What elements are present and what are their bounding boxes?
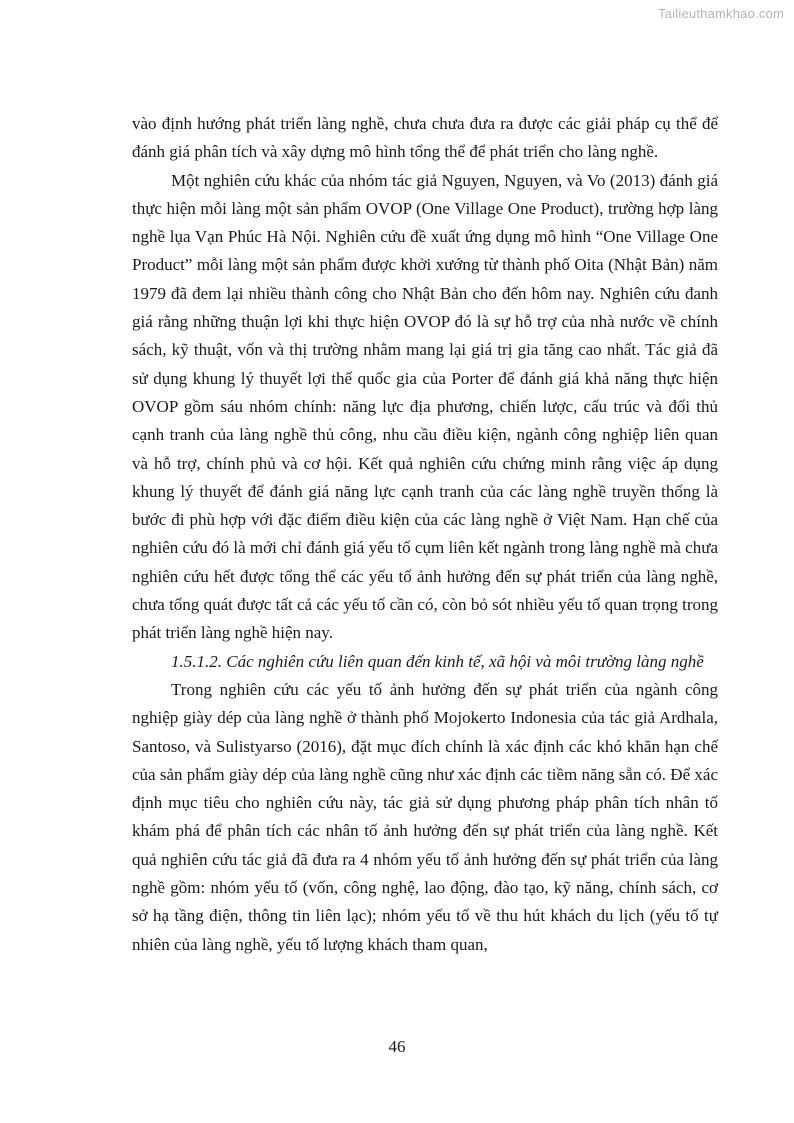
page-body: [132, 110, 718, 959]
section-heading: 1.5.1.2. Các nghiên cứu liên quan đến kinh tế, xã hội và môi trường làng nghề: [171, 651, 704, 671]
paragraph-mojokerto-study: Trong nghiên cứu các yếu tố ảnh hưởng đến sự phát triển của ngành công nghiệp giày dép của làng nghề ở thành phố Mojokerto Indonesia của tác giả Ardhala, Santoso, và Sulistyarso (2016), đặt mục đích chính là xác định các khó khăn hạn chế của sản phẩm giày dép của làng nghề cũng như xác định các tiềm năng sẵn có. Để xác định mục tiêu cho nghiên cứu này, tác giả sử dụng phương pháp phân tích nhân tố khám phá để phân tích các nhân tố ảnh hưởng đến sự phát triển của làng nghề. Kết quả nghiên cứu tác giả đã đưa ra 4 nhóm yếu tố ảnh hưởng đến sự phát triển của làng nghề gồm: nhóm yếu tố (vốn, công nghệ, lao động, đào tạo, kỹ năng, chính sách, cơ sở hạ tầng điện, thông tin liên lạc); nhóm yếu tố về thu hút khách du lịch (yếu tố tự nhiên của làng nghề, yếu tố lượng khách tham quan,: [132, 679, 718, 954]
paragraph-continuation: vào định hướng phát triển làng nghề, chưa chưa đưa ra được các giải pháp cụ thể để đánh giá phân tích và xây dựng mô hình tổng thể để phát triển cho làng nghề.: [132, 114, 718, 162]
paragraph-ovop-study: Một nghiên cứu khác của nhóm tác giả Nguyen, Nguyen, và Vo (2013) đánh giá thực hiện mỗi làng một sản phẩm OVOP (One Village One Product), trường hợp làng nghề lụa Vạn Phúc Hà Nội. Nghiên cứu đề xuất ứng dụng mô hình “One Village One Product” mỗi làng một sản phẩm được khởi xướng từ thành phố Oita (Nhật Bản) năm 1979 đã đem lại nhiều thành công cho Nhật Bản cho đến hôm nay. Nghiên cứu đanh giá rằng những thuận lợi khi thực hiện OVOP đó là sự hỗ trợ của nhà nước về chính sách, kỹ thuật, vốn và thị trường nhằm mang lại giá trị gia tăng cao nhất. Tác giả đã sử dụng khung lý thuyết lợi thế quốc gia của Porter để đánh giá khả năng thực hiện OVOP gồm sáu nhóm chính: năng lực địa phương, chiến lược, cấu trúc và đối thủ cạnh tranh của làng nghề thủ công, nhu cầu điều kiện, ngành công nghiệp liên quan và hỗ trợ, chính phủ và cơ hội. Kết quả nghiên cứu chứng minh rằng việc áp dụng khung lý thuyết để đánh giá năng lực cạnh tranh của các làng nghề truyền thống là bước đi phù hợp với đặc điểm điều kiện của các làng nghề ở Việt Nam. Hạn chế của nghiên cứu đó là mới chỉ đánh giá yếu tố cụm liên kết ngành trong làng nghề mà chưa nghiên cứu hết được tổng thể các yếu tố ảnh hưởng đến sự phát triển của làng nghề, chưa tổng quát được tất cả các yếu tố cần có, còn bỏ sót nhiều yếu tố quan trọng trong phát triển làng nghề hiện nay.: [132, 170, 718, 643]
watermark: Tailieuthamkhao.com: [658, 6, 784, 21]
page-number: 46: [388, 1037, 406, 1056]
